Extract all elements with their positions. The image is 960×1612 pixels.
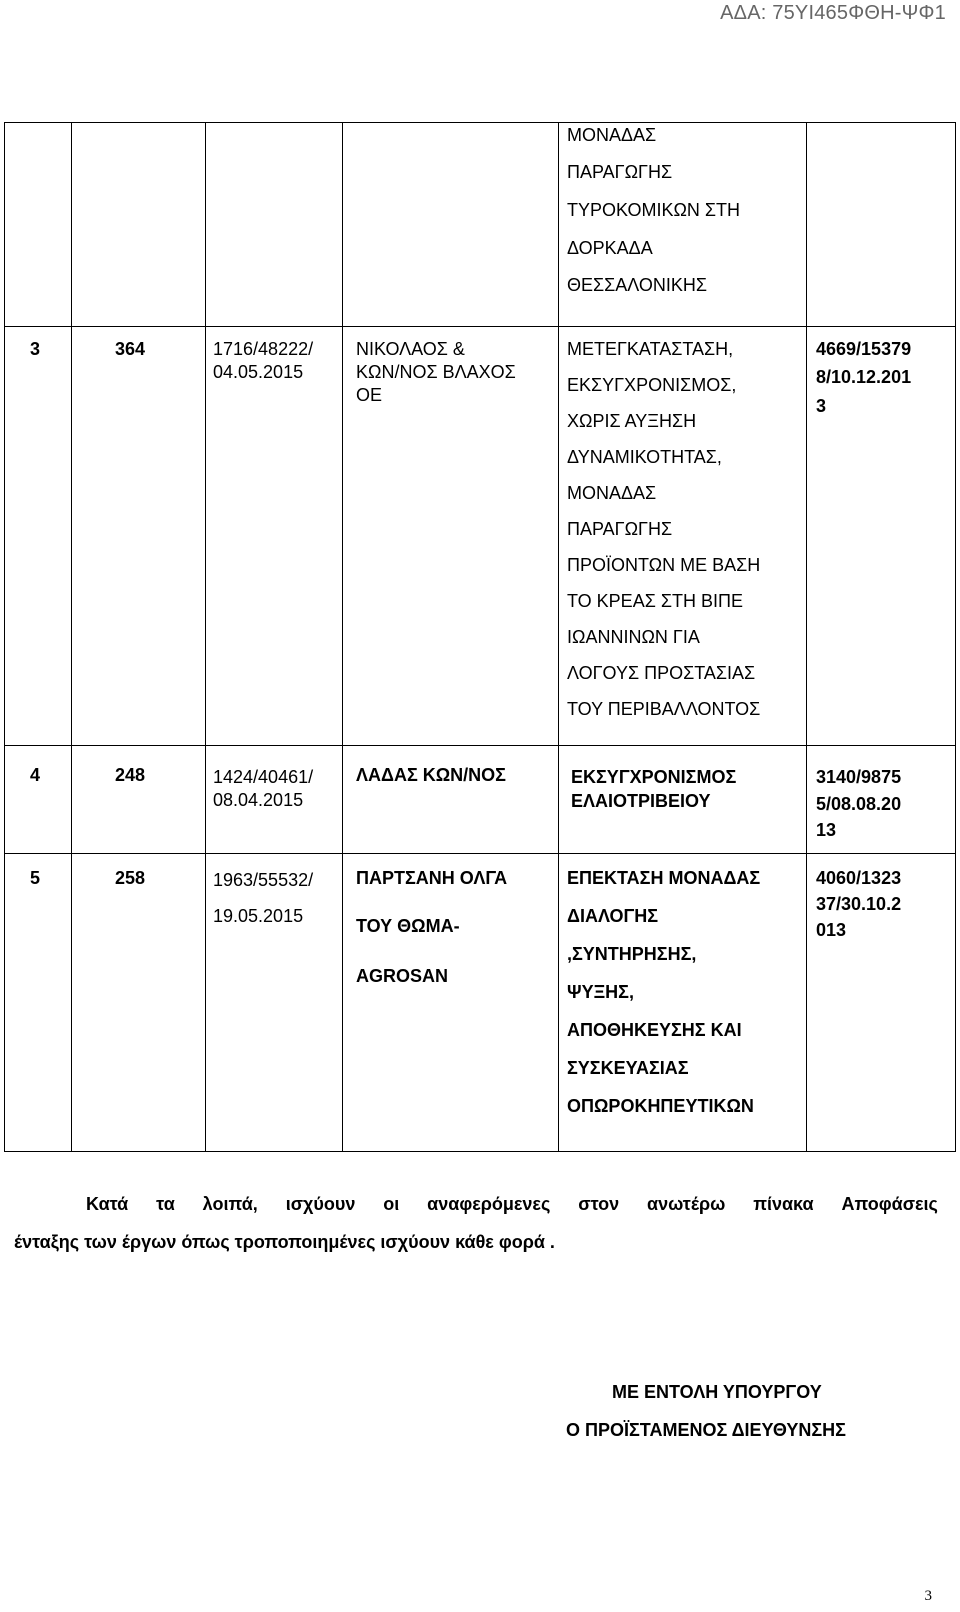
desc-line: ΜΟΝΑΔΑΣ: [567, 483, 657, 503]
project-code: 364: [115, 339, 146, 359]
row-number: 4: [30, 765, 41, 785]
word: ισχύουν: [285, 1194, 356, 1214]
decision-line: 4669/15379: [816, 339, 912, 359]
decision-line: 13: [816, 820, 837, 840]
signature-title: Ο ΠΡΟΪΣΤΑΜΕΝΟΣ ΔΙΕΥΘΥΝΣΗΣ: [566, 1420, 846, 1440]
decision-line: 4060/1323: [816, 868, 902, 888]
desc-line: ,ΣΥΝΤΗΡΗΣΗΣ,: [567, 944, 697, 964]
word: ανωτέρω: [647, 1194, 726, 1214]
desc-line: ΣΥΣΚΕΥΑΣΙΑΣ: [567, 1058, 689, 1078]
desc-line: ΕΚΣΥΓΧΡΟΝΙΣΜΟΣ,: [567, 375, 737, 395]
desc-line: ΤΟΥ ΠΕΡΙΒΑΛΛΟΝΤΟΣ: [567, 699, 761, 719]
desc-line: ΠΑΡΑΓΩΓΗΣ: [567, 162, 673, 182]
desc-line: ΔΟΡΚΑΔΑ: [567, 238, 653, 258]
protocol-line: 04.05.2015: [213, 362, 304, 382]
protocol-line: 1424/40461/: [213, 767, 314, 787]
project-code: 248: [115, 765, 146, 785]
decision-line: 3140/9875: [816, 767, 902, 787]
desc-line: ΟΠΩΡΟΚΗΠΕΥΤΙΚΩΝ: [567, 1096, 754, 1116]
beneficiary-line: AGROSAN: [356, 966, 449, 986]
desc-line: ΔΙΑΛΟΓΗΣ: [567, 906, 659, 926]
decision-line: 37/30.10.2: [816, 894, 902, 914]
protocol-line: 1963/55532/: [213, 870, 314, 890]
desc-line: ΕΛΑΙΟΤΡΙΒΕΙΟΥ: [571, 791, 711, 811]
row-number: 5: [30, 868, 41, 888]
decision-line: 8/10.12.201: [816, 367, 912, 387]
desc-line: ΕΠΕΚΤΑΣΗ ΜΟΝΑΔΑΣ: [567, 868, 761, 888]
protocol-line: 1716/48222/: [213, 339, 314, 359]
desc-line: ΠΑΡΑΓΩΓΗΣ: [567, 519, 673, 539]
beneficiary-line: ΚΩΝ/ΝΟΣ ΒΛΑΧΟΣ: [356, 362, 516, 382]
beneficiary-line: ΠΑΡΤΣΑΝΗ ΟΛΓΑ: [356, 868, 508, 888]
decision-line: 3: [816, 396, 827, 416]
desc-line: ΧΩΡΙΣ ΑΥΞΗΣΗ: [567, 411, 697, 431]
desc-line: ΛΟΓΟΥΣ ΠΡΟΣΤΑΣΙΑΣ: [567, 663, 756, 683]
page-number: 3: [924, 1588, 932, 1604]
decision-line: 5/08.08.20: [816, 794, 902, 814]
closing-paragraph-line2: ένταξης των έργων όπως τροποποιημένες ισχύουν κάθε φορά .: [14, 1232, 555, 1252]
word: τα: [156, 1194, 175, 1214]
word: στον: [578, 1194, 620, 1214]
beneficiary-line: ΤΟΥ ΘΩΜΑ-: [356, 916, 460, 936]
word: Κατά: [86, 1194, 129, 1214]
word: πίνακα: [753, 1194, 814, 1214]
beneficiary-line: ΛΑΔΑΣ ΚΩΝ/ΝΟΣ: [356, 765, 506, 785]
desc-line: ΤΥΡΟΚΟΜΙΚΩΝ ΣΤΗ: [567, 200, 741, 220]
desc-line: ΕΚΣΥΓΧΡΟΝΙΣΜΟΣ: [571, 767, 737, 787]
desc-line: ΜΟΝΑΔΑΣ: [567, 125, 657, 145]
word: οι: [383, 1194, 400, 1214]
desc-line: ΤΟ ΚΡΕΑΣ ΣΤΗ ΒΙΠΕ: [567, 591, 743, 611]
project-code: 258: [115, 868, 146, 888]
signature-mandate: ΜΕ ΕΝΤΟΛΗ ΥΠΟΥΡΓΟΥ: [612, 1382, 822, 1402]
beneficiary-line: ΟΕ: [356, 385, 383, 405]
desc-line: ΙΩΑΝΝΙΝΩΝ ΓΙΑ: [567, 627, 700, 647]
protocol-line: 08.04.2015: [213, 790, 304, 810]
desc-line: ΔΥΝΑΜΙΚΟΤΗΤΑΣ,: [567, 447, 722, 467]
desc-line: ΨΥΞΗΣ,: [567, 982, 634, 1002]
desc-line: ΜΕΤΕΓΚΑΤΑΣΤΑΣΗ,: [567, 339, 734, 359]
decision-line: 013: [816, 920, 847, 940]
row-number: 3: [30, 339, 41, 359]
word: λοιπά,: [202, 1194, 258, 1214]
desc-line: ΠΡΟΪΟΝΤΩΝ ΜΕ ΒΑΣΗ: [567, 555, 761, 575]
word: Αποφάσεις: [841, 1194, 938, 1214]
closing-paragraph-line1: [86, 1194, 938, 1215]
ada-code: ΑΔΑ: 75ΥΙ465ΦΘΗ-ΨΦ1: [720, 2, 946, 24]
desc-line: ΘΕΣΣΑΛΟΝΙΚΗΣ: [567, 275, 708, 295]
word: αναφερόμενες: [427, 1194, 551, 1214]
desc-line: ΑΠΟΘΗΚΕΥΣΗΣ ΚΑΙ: [567, 1020, 742, 1040]
protocol-line: 19.05.2015: [213, 906, 304, 926]
beneficiary-line: ΝΙΚΟΛΑΟΣ &: [356, 339, 465, 359]
